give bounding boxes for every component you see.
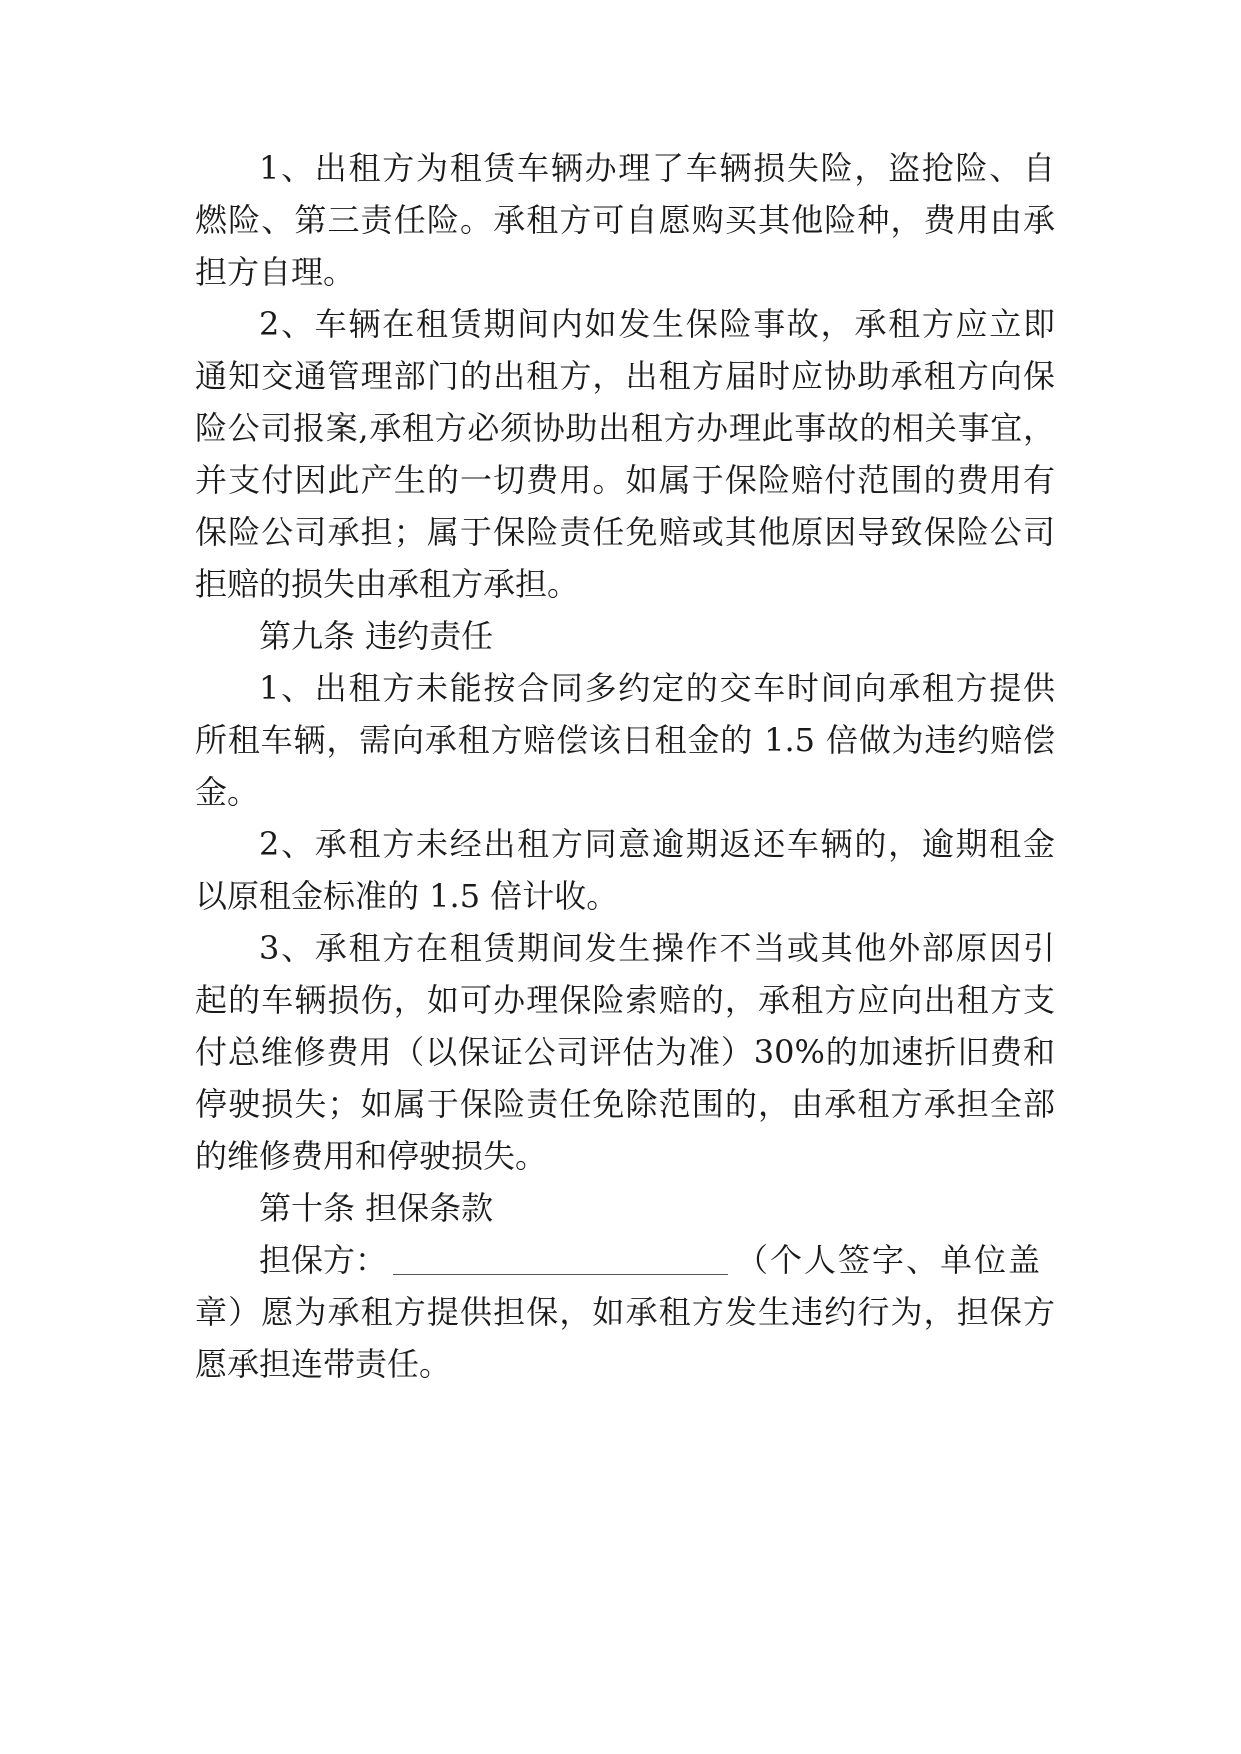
paragraph-line: 3、承租方在租赁期间发生操作不当或其他外部原因引 (259, 929, 1055, 967)
paragraph-line: 金。 (195, 773, 260, 811)
paragraph-line: 的维修费用和停驶损失。 (195, 1137, 548, 1175)
paragraph-line: 停驶损失；如属于保险责任免除范围的，由承租方承担全部 (195, 1085, 1055, 1123)
paragraph-line: 愿承担连带责任。 (195, 1345, 452, 1383)
paragraph-line: 担方自理。 (195, 253, 356, 291)
paragraph-line: 所租车辆，需向承租方赔偿该日租金的 1.5 倍做为违约赔偿 (195, 721, 1055, 759)
guarantor-line (259, 1230, 1055, 1290)
paragraph-line: 起的车辆损伤，如可办理保险索赔的，承租方应向出租方支 (195, 981, 1055, 1019)
guarantor-suffix: （个人签字、单位盖 (736, 1241, 1043, 1279)
paragraph-line: 以原租金标准的 1.5 倍计收。 (195, 877, 619, 915)
paragraph-line: 2、承租方未经出租方同意逾期返还车辆的，逾期租金 (259, 825, 1055, 863)
guarantor-label: 担保方： (259, 1241, 388, 1279)
paragraph-line: 燃险、第三责任险。承租方可自愿购买其他险种，费用由承 (195, 201, 1055, 239)
paragraph-line: 拒赔的损失由承租方承担。 (195, 565, 580, 603)
paragraph-line: 2、车辆在租赁期间内如发生保险事故，承租方应立即 (259, 305, 1055, 343)
section-heading: 第十条 担保条款 (259, 1189, 494, 1227)
section-heading: 第九条 违约责任 (259, 617, 494, 655)
paragraph-line: 并支付因此产生的一切费用。如属于保险赔付范围的费用有 (195, 461, 1055, 499)
guarantor-signature-blank[interactable] (393, 1234, 728, 1275)
paragraph-line: 险公司报案,承租方必须协助出租方办理此事故的相关事宜， (195, 409, 1055, 447)
paragraph-line: 章）愿为承租方提供担保，如承租方发生违约行为，担保方 (195, 1293, 1055, 1331)
paragraph-line: 通知交通管理部门的出租方，出租方届时应协助承租方向保 (195, 357, 1055, 395)
paragraph-line: 1、出租方未能按合同多约定的交车时间向承租方提供 (259, 669, 1055, 707)
paragraph-line: 1、出租方为租赁车辆办理了车辆损失险，盗抢险、自 (259, 149, 1055, 187)
paragraph-line: 付总维修费用（以保证公司评估为准）30%的加速折旧费和 (195, 1033, 1055, 1071)
paragraph-line: 保险公司承担；属于保险责任免赔或其他原因导致保险公司 (195, 513, 1055, 551)
